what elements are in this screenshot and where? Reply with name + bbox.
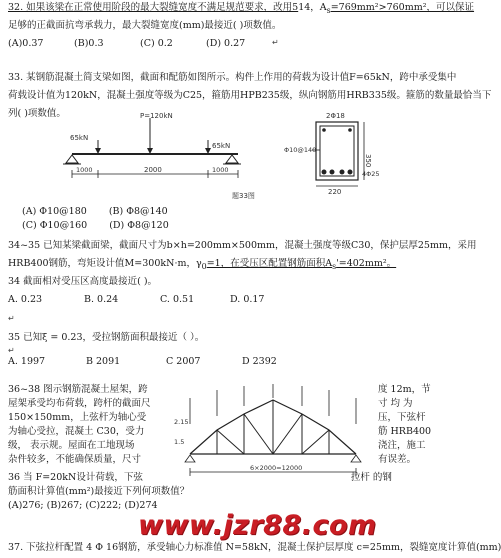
q35-option-b: B 2091: [86, 356, 121, 367]
figure-caption: 题33图: [232, 192, 255, 200]
q34-line2-e: '=402mm²。: [336, 258, 397, 269]
q34-option-d: D. 0.17: [230, 294, 265, 305]
q34-line2-c: =1，在受压区配置钢筋面积A: [206, 258, 333, 269]
truss-height-2: 1.5: [174, 438, 185, 446]
q36-right-line: 寸 均 为: [378, 398, 413, 409]
q34-option-list: [8, 294, 428, 307]
figure-33-beam-diagram: [0, 110, 436, 210]
right-support-icon: [226, 155, 238, 163]
q33-option-row-2: [22, 220, 428, 233]
q36-left-line: 36~38 图示钢筋混凝土屋架，跨: [8, 384, 148, 395]
load-left-label: 65kN: [70, 134, 89, 142]
dimension-right: 1000: [212, 166, 229, 174]
q36-left-text: [8, 384, 172, 468]
q34-option-b: B. 0.24: [84, 294, 119, 305]
q33-options-row2: [22, 220, 428, 233]
q33-option-d: (D) Φ8@120: [109, 220, 169, 231]
q33-line1: 33. 某钢筋混凝土简支梁如图，截面和配筋如图所示。构件上作用的荷载为设计值F=65kN，跨中承受集中: [8, 72, 457, 83]
q33-line3: 列( )项数值。: [8, 108, 66, 119]
q36-left-line: 杂件较多，不能确保质量，尺寸: [8, 454, 142, 465]
q33-option-a: (A) Φ10@180: [22, 206, 87, 217]
q34-line2-sub: 0: [201, 261, 207, 271]
truss-right-support-icon: [351, 455, 361, 462]
q35-option-a: A. 1997: [8, 356, 46, 367]
q36-stem-2: 筋面积计算值(mm²)最接近下列何项数值？: [8, 486, 190, 497]
q36-stem: [8, 472, 428, 485]
truss-diagram: [170, 384, 376, 484]
q36-right-line: 筋 HRB400: [378, 426, 432, 437]
return-mark-icon: ↵: [8, 314, 15, 323]
dimension-left: 1000: [76, 166, 93, 174]
q36-stem-b: 拉杆 的钢: [350, 472, 392, 483]
section-top-label: 2Φ18: [326, 112, 345, 120]
q36-left-line: 级， 表示规。屋面在工地现场: [8, 440, 135, 451]
q32-option-c: (C) 0.2: [140, 38, 173, 49]
section-width-label: 220: [328, 188, 342, 196]
q32-option-a: (A)0.37: [8, 38, 44, 49]
q32-line1-tail: =769mm²>760mm²，可以保证: [330, 2, 475, 13]
q37-line: 37. 下弦拉杆配置 4 Φ 16钢筋，承受轴心力标准值 N=58kN，混凝土保护层厚度 c=25mm，裂缝宽度计算值(mm): [8, 542, 501, 553]
q34-option-c: C. 0.51: [160, 294, 195, 305]
q36-left-line: 150×150mm，上弦杆为轴心受: [8, 412, 147, 423]
q34-stem: 34 截面相对受压区高度最接近( )。: [8, 276, 158, 287]
q32-line2: 足够的正截面抗弯承载力，最大裂缝宽度(mm)最接近( )项数值。: [8, 20, 282, 31]
load-center-label: P=120kN: [140, 112, 173, 120]
q32-line1-sub: s: [326, 5, 331, 15]
q36-left-line: 为轴心受拉，混凝土 C30，受力: [8, 426, 145, 437]
q35-options: [8, 356, 428, 369]
q36-left-line: 屋架承受均布荷载，跨杆的截面尺: [8, 398, 151, 409]
q34-line2-a: HRB400钢筋，弯矩设计值M=300kN·m，γ: [8, 258, 202, 269]
q32-option-d: (D) 0.27: [206, 38, 246, 49]
q33-option-b: (B) Φ8@140: [108, 206, 168, 217]
q36-right-line: 压，下弦杆: [378, 412, 426, 423]
return-mark-icon: ↵: [8, 346, 15, 355]
q32-line1-text: 32. 如果该梁在正常使用阶段的最大裂缝宽度不满足规范要求，改用5: [8, 2, 299, 13]
stirrup-outline: [320, 126, 354, 176]
truss-span-label: 6×2000=12000: [250, 464, 303, 472]
q36-right-line: 度 12m，节: [378, 384, 431, 395]
q32-option-list: [8, 38, 428, 51]
q36-right-line: 浇注，施工: [378, 440, 426, 451]
q36-right-line: 有误差。: [378, 454, 417, 465]
q34-options: [8, 294, 428, 307]
q32-option-b: (B)0.3: [74, 38, 104, 49]
q36-right-text: [378, 384, 434, 468]
return-mark-icon: ↵: [272, 38, 279, 47]
q33-option-row-1: [22, 206, 428, 219]
watermark: www.jzr88.com: [138, 510, 377, 541]
q35-option-d: D 2392: [242, 356, 277, 367]
q34-line1: 34~35 已知某梁截面梁，截面尺寸为b×h=200mm×500mm，混凝土强度等级C30，保护层厚25mm，采用: [8, 240, 477, 251]
q34-line2: [8, 258, 428, 273]
q32-options: [8, 38, 428, 51]
q33-line2: 荷载设计值为120kN，混凝土强度等级为C25，箍筋用HPB235级，纵向钢筋用HRB335级。箍筋的数量最恰当下: [8, 90, 492, 101]
q35-stem: 35 已知ξ = 0.23，受拉钢筋面积最接近（ ）。: [8, 332, 205, 343]
q33-options-row1: [22, 206, 428, 219]
section-height-label: 350: [364, 154, 372, 168]
dimension-mid: 2000: [144, 166, 162, 174]
q35-option-c: C 2007: [166, 356, 201, 367]
q34-line2-sub2: s: [332, 261, 337, 271]
truss-height-1: 2.15: [174, 418, 189, 426]
load-right-label: 65kN: [212, 142, 231, 150]
q32-line1-bar: 14，A: [298, 2, 327, 13]
section-bottom-label: 4Φ25: [362, 170, 380, 178]
q34-option-a: A. 0.23: [8, 294, 43, 305]
left-support-icon: [66, 155, 78, 163]
section-stirrup-label: Φ10@140: [284, 146, 317, 154]
q36-stem-a: 36 当 F=20kN设计荷载，下弦: [8, 472, 143, 483]
q32-line1: [8, 2, 475, 17]
truss-left-support-icon: [185, 455, 195, 462]
q35-option-list: [8, 356, 428, 369]
q33-option-c: (C) Φ10@160: [22, 220, 88, 231]
q36-options: (A)276; (B)267; (C)222; (D)274: [8, 500, 158, 511]
